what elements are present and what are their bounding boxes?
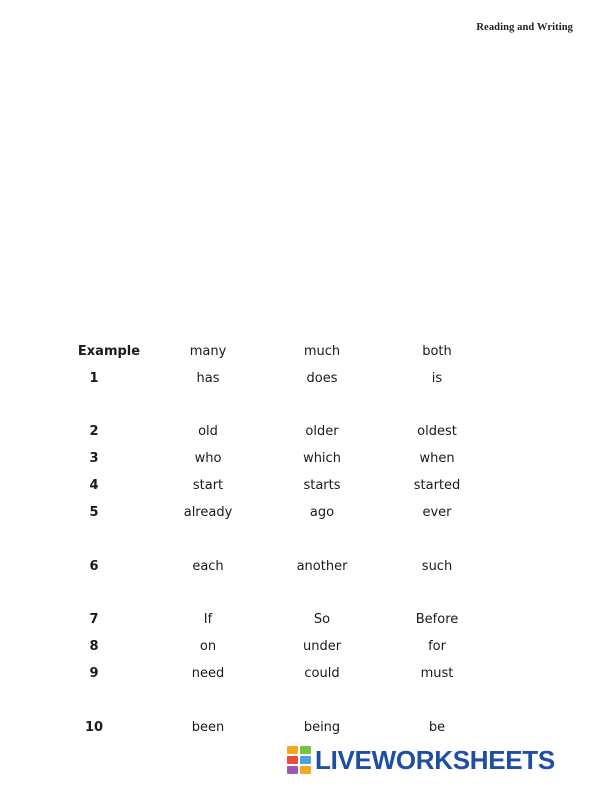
option-a: has (196, 371, 220, 386)
option-c: Before (415, 612, 459, 627)
row-number: 8 (89, 639, 99, 654)
row-number: 9 (89, 666, 99, 681)
row-number: 7 (89, 612, 99, 627)
row-number: 4 (89, 478, 99, 493)
option-b: So (313, 612, 331, 627)
option-c: when (419, 451, 455, 466)
table-row (0, 718, 595, 738)
row-number: Example (77, 344, 141, 359)
option-a: already (183, 505, 233, 520)
row-number: 6 (89, 559, 99, 574)
option-c: started (413, 478, 461, 493)
option-c: for (428, 639, 446, 654)
row-number: 1 (89, 371, 99, 386)
option-c: is (431, 371, 443, 386)
option-c: ever (422, 505, 452, 520)
option-b: much (303, 344, 341, 359)
option-b: under (302, 639, 342, 654)
row-number: 3 (89, 451, 99, 466)
option-a: each (192, 559, 224, 574)
option-b: older (305, 424, 339, 439)
option-a: on (199, 639, 217, 654)
option-c: such (421, 559, 453, 574)
table-row (0, 476, 595, 496)
table-row (0, 637, 595, 657)
row-number: 5 (89, 505, 99, 520)
liveworksheets-brand-text: LIVEWORKSHEETS (315, 745, 555, 775)
table-row (0, 449, 595, 469)
table-row (0, 422, 595, 442)
row-number: 2 (89, 424, 99, 439)
option-a: need (191, 666, 225, 681)
row-number: 10 (84, 720, 104, 735)
option-c: be (428, 720, 446, 735)
option-b: could (304, 666, 340, 681)
option-b: which (303, 451, 341, 466)
table-row-example (0, 342, 595, 362)
option-a: who (194, 451, 222, 466)
table-row (0, 610, 595, 630)
option-b: ago (309, 505, 335, 520)
option-a: been (191, 720, 225, 735)
option-c: must (420, 666, 454, 681)
table-row (0, 369, 595, 389)
page-header-title: Reading and Writing (476, 22, 573, 33)
option-b: being (303, 720, 341, 735)
table-row (0, 664, 595, 684)
option-a: old (198, 424, 218, 439)
option-a: If (203, 612, 213, 627)
table-row (0, 557, 595, 577)
liveworksheets-logo-icon (287, 746, 311, 774)
option-b: does (306, 371, 338, 386)
option-a: start (192, 478, 224, 493)
option-c: oldest (417, 424, 457, 439)
liveworksheets-watermark (287, 744, 555, 776)
option-a: many (189, 344, 227, 359)
option-b: starts (303, 478, 341, 493)
option-c: both (422, 344, 452, 359)
table-row (0, 503, 595, 523)
option-b: another (296, 559, 348, 574)
